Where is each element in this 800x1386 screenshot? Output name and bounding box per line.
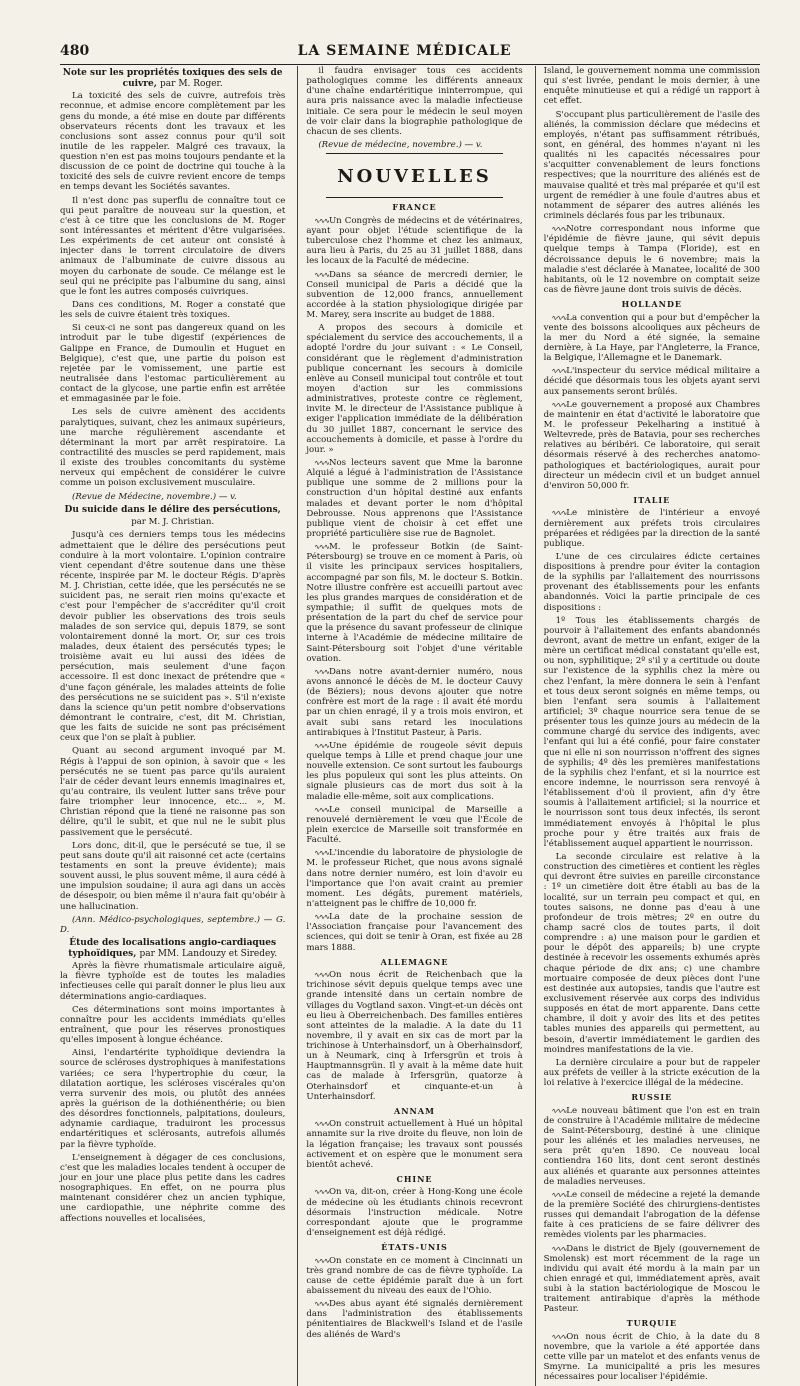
paragraph: Les sels de cuivre amènent des accidents paralytiques, suivant, chez les animaux supérieurs, une marche régulièrement ascendante et déterminant la mort par arrêt respiratoire. La contractilité des muscles se perd rapidement, mais il existe des troubles concomitants du système nerveux qui empêchent de considérer le cuivre comme un poison exclusivement musculaire.: [60, 407, 286, 489]
paragraph: S'occupant plus particulièrement de l'asile des aliénés, la commission déclare que médecins et employés, n'étant pas suffisamment rétribués, sont, en général, des hommes n'ayant ni les qualités ni les capacités nécessaires pour s'acquitter convenablement de leurs fonctions respectives; que la nourriture des aliénés est de mauvaise qualité et très mal préparée et qu'il est urgent de remédier à une foule d'autres abus et notamment de séparer des autres aliénés les criminels déclarés fous par les tribunaux.: [543, 109, 760, 221]
news-item: ∿∿∿ Le nouveau bâtiment que l'on est en train de construire à l'Académie militaire de médecine de Saint-Pétersbourg, destiné à une clinique pour les aliénés et les maladies nerveuses, ne sera prêt qu'en 1890. Ce nouveau local contiendra 160 lits, dont cent seront destinés aux aliénés et quarante aux personnes atteintes de maladies nerveuses.: [544, 1106, 760, 1187]
section-title-nouvelles: NOUVELLES: [337, 166, 492, 188]
article-source: (Revue de médecine, novembre.) — v.: [318, 139, 483, 150]
country-heading: ALLEMAGNE: [380, 956, 449, 967]
three-column-body: [60, 66, 760, 1383]
article-source: (Revue de Médecine, novembre.) — v.: [72, 491, 237, 502]
paragraph: Il n'est donc pas superflu de connaître tout ce qui peut paraître de nouveau sur la question, et c'est à ce titre que les conclusions de M. Roger sont intéressantes et méritent d'être vulgarisées. Les expériments de cet auteur ont consisté à injecter dans le torrent circulatoire de divers animaux de l'albuminate de cuivre dissous au moyen du carbonate de soude. Ce mélange est le seul qui ne précipite pas l'albumine du sang, ainsi que le font les autres composés cuivriques.: [60, 195, 286, 297]
paragraph: La dernière circulaire a pour but de rappeler aux préfets de veiller à la stricte exécution de la loi relative à l'exercice illégal de la médecine.: [543, 1057, 760, 1089]
paragraph: Quant au second argument invoqué par M. Régis à l'appui de son opinion, à savoir que « les persécutés ne se tuent pas parce qu'ils auraient l'air de céder devant leurs ennemis imaginaires et, qu'au contraire, ils veulent lutter sans trêve pour faire triompher leur innocence, etc... », M. Christian répond que la tiené ne raisonne pas son délire, qu'il le subit, et que nul ne le subit plus passivement que le persécuté.: [60, 746, 286, 838]
article-3-body: [60, 961, 285, 1224]
running-title: LA SEMAINE MÉDICALE: [297, 43, 512, 59]
paragraph: 1º Tous les établissements chargés de pourvoir à l'allaitement des enfants abandonnés devront, avant de mettre un enfant, exiger de la mère un certificat médical constatant qu'elle est, ou non, syphilitique; 2º s'il y a certitude ou doute sur l'existence de la syphilis chez la mère ou chez l'enfant, la mère donnera le sein à l'enfant et tous deux seront soignés en même temps, ou bien l'enfant sera soumis à l'allaitement artificiel; 3º chaque nourrice sera tenue de se présenter tous les quinze jours au médecin de la commune chargé du service des indigents, avec l'enfant qui lui a été confié, pour faire constater que ni elle ni son nourrisson n'offrent des signes de syphilis; 4º dès les premières manifestations de la syphilis chez l'enfant, et si la nourrice est encore indemne, le nourrisson sera renvoyé à l'établissement d'où il provient, afin d'y être soumis à l'allaitement artificiel; si la nourrice et le nourrisson sont tous deux infectés, ils seront immédiatement envoyés à l'hôpital le plus proche pour y être traités aux frais de l'établissement auquel appartient le nourrisson.: [543, 615, 760, 849]
paragraph: L'enseignement à dégager de ces conclusions, c'est que les maladies locales tendent à occuper de jour en jour une place plus petite dans les cadres nosographiques. En effet, on ne pourra plus maintenant considérer chez un ancien typhique, une cardiopathie, une néphrite comme des affections nouvelles et localisées,: [60, 1152, 286, 1224]
news-item: ∿∿∿ Le ministère de l'intérieur a envoyé dernièrement aux préfets trois circulaires préparées et rédigées par la direction de la santé publique.: [544, 508, 760, 549]
article-1-title: Note sur les propriétés toxiques des sels de cuivre, par M. Roger.: [62, 68, 283, 89]
article-2-author: par M. J. Christian.: [131, 517, 215, 528]
news-item: ∿∿∿ Dans notre avant-dernier numéro, nous avons annoncé le décès de M. le docteur Cauvy (de Béziers); nous devons ajouter que notre confrère est mort de la rage : il avait été mordu par un chien enragé, il y a trois mois environ, et avait subi sans retard les inoculations antirabiques à l'Institut Pasteur, à Paris.: [306, 667, 522, 738]
column-2: [297, 66, 522, 1386]
news-item: ∿∿∿ Notre correspondant nous informe que l'épidémie de fièvre jaune, qui sévit depuis quelque temps à Tampa (Floride), est en décroissance depuis le 6 novembre; mais la maladie s'est déclarée à Manatee, localité de 300 habitants, où le 12 novembre on comptait seize cas de fièvre jaune dont trois suivis de décès.: [544, 224, 760, 295]
paragraph: Ainsi, l'endartérite typhoïdique deviendra la source de scléroses dystrophiques à manifestations variées; ce sera l'hypertrophie du cœur, la dilatation aortique, les scléroses viscérales qu'on verra survenir des mois, ou plutôt des années après la guérison de la dothiénenthérie; ou bien des désordres fonctionnels, palpitations, douleurs, adynamie cardiaque, traduiront les processus endartéritiques et sclérosants, autrefois allumés par la fièvre typhoïde.: [60, 1048, 286, 1150]
paragraph: Lors donc, dit-il, que le persécuté se tue, il se peut sans doute qu'il ait raisonné cet acte (certains testaments en sont la preuve évidente); mais souvent aussi, le plus souvent même, il aura cédé à une impulsion soudaine; il aura agi dans un accès de désespoir, ou bien même il n'aura fait qu'obéir à une hallucination.: [60, 840, 286, 912]
divider: [326, 153, 502, 154]
article-1-body: [60, 91, 285, 501]
news-item: A propos des secours à domicile et spécialement du service des accouchements, il a adopté l'ordre du jour suivant : « Le Conseil, considérant que le règlement d'administration publique concernant les secours à domicile enlève au Conseil municipal tout contrôle et tout moyen d'action sur les commissions administratives, proteste contre ce règlement, invite M. le directeur de l'Assistance publique à exiger l'application immédiate de la délibération du 30 juillet 1887, concernant le service des accouchements à domicile, et passe à l'ordre du jour. »: [306, 323, 523, 455]
column-1: [60, 66, 285, 1386]
news-item: ∿∿∿ On construit actuellement à Hué un hôpital annamite sur la rive droite du fleuve, non loin de la légation française; les travaux sont poussés activement et on espère que le monument sera bientôt achevé.: [306, 1119, 522, 1170]
news-item: ∿∿∿ L'incendie du laboratoire de physiologie de M. le professeur Richet, que nous avons signalé dans notre dernier numéro, est loin d'avoir eu l'importance que l'on avait craint au premier moment. Les dégâts, purement matériels, n'atteignent pas le chiffre de 10,000 fr.: [306, 848, 522, 909]
news-item: ∿∿∿ On va, dit-on, créer à Hong-Kong une école de médecine où les étudiants chinois recevront désormais l'instruction médicale. Notre correspondant ajoute que le programme d'enseignement est déjà rédigé.: [306, 1187, 522, 1238]
paragraph: Si ceux-ci ne sont pas dangereux quand on les introduit par le tube digestif (expériences de Galippe en France, de Dumoulin et Huguet en Belgique), c'est que, une partie du poison est rejetée par le vomissement, une partie est neutralisée dans l'estomac particulièrement au contact de la glycose, une partie enfin est arrêtée et emmagasinée par le foie.: [60, 323, 286, 405]
article-3-title: Étude des localisations angio-cardiaques typhoïdiques, par MM. Landouzy et Siredey.: [68, 937, 278, 959]
news-item: ∿∿∿ On nous écrit de Chio, à la date du 8 novembre, que la variole a été apportée dans cette ville par un matelot et des enfants venus de Smyrne. La municipalité a pris les mesures nécessaires pour localiser l'épidémie.: [544, 1332, 760, 1383]
paragraph: La toxicité des sels de cuivre, autrefois très reconnue, et admise encore complètement par les gens du monde, a été mise en doute par différents observateurs récents dont les travaux et les conclusions sont assez connus pour qu'il soit inutile de les rappeler. Malgré ces travaux, la question n'en est pas moins toujours pendante et la discussion de ce point de doctrine qui touche à la toxicité des sels de cuivre revient encore de temps en temps devant les Sociétés savantes.: [60, 91, 286, 193]
news-item: ∿∿∿ La convention qui a pour but d'empêcher la vente des boissons alcooliques aux pêcheurs de la mer du Nord a été signée, la semaine dernière, à La Haye, par l'Angleterre, la France, la Belgique, l'Allemagne et le Danemark.: [544, 313, 760, 364]
country-heading: ANNAM: [394, 1105, 435, 1116]
news-item: ∿∿∿ Des abus ayant été signalés dernièrement dans l'administration des établissements pénitentiaires de Blackwell's Island et de l'asile des aliénés de Ward's: [306, 1299, 522, 1340]
paragraph: L'une de ces circulaires édicte certaines dispositions à prendre pour éviter la contagion de la syphilis par l'allaitement des nourrissons provenant des établissements pour les enfants abandonnés. Voici la partie principale de ces dispositions :: [543, 551, 760, 613]
country-heading: HOLLANDE: [621, 299, 682, 310]
news-item: ∿∿∿ Une épidémie de rougeole sévit depuis quelque temps à Lille et prend chaque jour une nouvelle extension. Ce sont surtout les faubourgs les plus populeux qui sont les plus atteints. On signale plusieurs cas de mort dus soit à la maladie elle-même, soit aux complications.: [306, 741, 522, 802]
article-2-title: Du suicide dans le délire des persécutions,: [64, 504, 281, 515]
country-heading: CHINE: [396, 1174, 433, 1185]
paragraph: Jusqu'à ces derniers temps tous les médecins admettaient que le délire des persécutions peut conduire à la mort volontaire. L'opinion contraire vient cependant d'être soutenue dans une thèse récente, inspirée par M. le docteur Régis. D'après M. J. Christian, cette idée, que les persécutés ne se suicident pas, ne serait rien moins qu'exacte et c'est pour l'empêcher de s'accréditer qu'il croit devoir publier les observations des trois seuls malades de son service qui, depuis 1879, se sont volontairement donné la mort. Or, sur ces trois malades, deux étaient des persécutés types; le troisième avait eu lui aussi des idées de persécution, mais seulement d'une façon accessoire. Il est donc inexact de prétendre que « d'une façon générale, les malades atteints de folie des persécutions ne se suicident pas ». S'il n'existe dans la science qu'un petit nombre d'observations démontrant le contraire, c'est, dit M. Christian, que les faits de suicide ne sont pas précisément ceux que l'on se plaît à publier.: [60, 530, 286, 744]
news-item: ∿∿∿ Le gouvernement a proposé aux Chambres de maintenir en état d'activité le laboratoire que M. le professeur Pekelharing a institué à Weltevrede, près de Batavia, pour ses recherches relatives au béribéri. Ce laboratoire, qui serait désormais réservé à des recherches anatomo-pathologiques et bactériologiques, aurait pour directeur un médecin civil et un budget annuel d'environ 50,000 fr.: [544, 400, 760, 491]
divider: [326, 197, 502, 198]
column-3: [535, 66, 760, 1386]
paragraph: La seconde circulaire est relative à la construction des cimetières et contient les règles qui devront être suivies en pareille circonstance : 1º un cimetière doit être établi au bas de la localité, sur un terrain peu compact et qui, en toutes saisons, ne donne pas d'eau à une profondeur de trois mètres; 2º en outre du champ sacré clos de toutes parts, il doit comprendre : a) une maison pour le gardien et pour le dépôt des appareils; b) une crypte destinée à recevoir les ossements exhumés après chaque période de dix ans; c) une chambre mortuaire composée de deux pièces dont l'une est destinée aux autopsies, tandis que l'autre est exclusivement réservée aux corps des individus supposés en état de mort apparente. Dans cette chambre, il doit y avoir des lits et des petites tables munies des appareils qui permettent, au besoin, d'avertir immédiatement le gardien des moindres manifestations de la vie.: [543, 852, 760, 1055]
country-heading: ITALIE: [633, 494, 671, 505]
news-item: ∿∿∿ Nos lecteurs savent que Mme la baronne Alquié a légué à l'administration de l'Assistance publique une somme de 2 millions pour la construction d'un hôpital destiné aux enfants malades et devant porter le nom d'hôpital Debrousse. Nous apprenons que l'Assistance publique vient de choisir à cet effet une propriété particulière sise rue de Bagnolet.: [306, 458, 522, 539]
page-header: [60, 40, 760, 65]
paragraph: Island, le gouvernement nomma une commission qui s'est livrée, pendant le mois dernier, à une enquête minutieuse et qui a rédigé un rapport à cet effet.: [543, 66, 760, 107]
paragraph: Après la fièvre rhumatismale articulaire aiguë, la fièvre typhoïde est de toutes les maladies infectieuses celle qui paraît donner le plus lieu aux déterminations angio-cardiaques.: [60, 961, 286, 1002]
country-heading: RUSSIE: [631, 1092, 673, 1103]
news-item: ∿∿∿ Dans le district de Bjely (gouvernement de Smolensk) est mort récemment de la rage un individu qui avait été mordu à la main par un chien enragé et qui, immédiatement après, avait subi à la station bactériologique de Moscou le traitement antirabique d'après la méthode Pasteur.: [544, 1244, 760, 1315]
news-item: ∿∿∿ L'inspecteur du service médical militaire a décidé que désormais tous les objets ayant servi aux pansements seront brûlés.: [544, 366, 760, 396]
news-item: ∿∿∿ Un Congrès de médecins et de vétérinaires, ayant pour objet l'étude scientifique de la tuberculose chez l'homme et chez les animaux, aura lieu à Paris, du 25 au 31 juillet 1888, dans les locaux de la Faculté de médecine.: [306, 216, 522, 267]
article-source: (Ann. Médico-psychologiques, septembre.) — G. D.: [60, 914, 286, 935]
paragraph: Ces déterminations sont moins importantes à connaître pour les accidents immédiats qu'elles entraînent, que pour les réserves pronostiques qu'elles imposent à longue échéance.: [60, 1004, 286, 1046]
paragraph: Dans ces conditions, M. Roger a constaté que les sels de cuivre étaient très toxiques.: [60, 300, 286, 321]
country-heading: TURQUIE: [626, 1318, 677, 1329]
page-number: 480: [60, 43, 90, 59]
news-item: ∿∿∿ Dans sa séance de mercredi dernier, le Conseil municipal de Paris a décidé que la subvention de 12,000 francs, annuellement accordée à la station physiologique dirigée par M. Marey, sera inscrite au budget de 1888.: [306, 270, 522, 321]
article-2-body: [60, 530, 285, 934]
news-item: ∿∿∿ M. le professeur Botkin (de Saint-Pétersbourg) se trouve en ce moment à Paris, où il visite les principaux services hospitaliers, accompagné par son fils, M. le docteur S. Botkin. Notre illustre confrère est accueilli partout avec les plus grandes marques de considération et de sympathie; il suffit de quelques mots de présentation de la part du chef de service pour que la présence du savant professeur de clinique interne à l'Académie de médecine militaire de Saint-Pétersbourg soit l'objet d'une véritable ovation.: [306, 542, 522, 664]
country-heading: FRANCE: [392, 202, 437, 213]
paragraph: il faudra envisager tous ces accidents pathologiques comme les différents anneaux d'une chaîne endartéritique ininterrompue, qui aura pris naissance avec la maladie infectieuse initiale. Ce sera pour le médecin le seul moyen de voir clair dans la biographie pathologique de chacun de ses clients.: [306, 66, 523, 137]
news-item: ∿∿∿ Le conseil de médecine a rejeté la demande de la première Société des chirurgiens-dentistes russes qui demandait l'abrogation de la défense faite à ces praticiens de se faire délivrer des remèdes violents par les pharmacies.: [544, 1190, 760, 1241]
news-item: ∿∿∿ On constate en ce moment à Cincinnati un très grand nombre de cas de fièvre typhoïde. La cause de cette épidémie paraît due à un fort abaissement du niveau des eaux de l'Ohio.: [306, 1256, 522, 1297]
news-item: ∿∿∿ Le conseil municipal de Marseille a renouvelé dernièrement le vœu que l'École de plein exercice de Marseille soit transformée en Faculté.: [306, 805, 522, 846]
news-item: ∿∿∿ La date de la prochaine session de l'Association française pour l'avancement des sciences, qui doit se tenir à Oran, est fixée au 28 mars 1888.: [306, 912, 522, 953]
news-item: ∿∿∿ On nous écrit de Reichenbach que la trichinose sévit depuis quelque temps avec une grande intensité dans un certain nombre de villages du Vogtland saxon. Vingt-et-un décès ont eu lieu à Oberreichenbach. Des familles entières sont atteintes de la maladie. A la date du 11 novembre, il y avait en six cas de mort par la trichinose à Unterhainsdorf, un à Oberhainsdorf, un à Neumark, cinq à Irfersgrün et trois à Hauptmannsgrün. Il y avait à la même date huit cas de malade à Irfersgrün, quatorze à Oterhainsdorf et cinquante-et-un à Unterhainsdorf.: [306, 970, 522, 1102]
country-heading: ÉTATS-UNIS: [381, 1242, 448, 1253]
